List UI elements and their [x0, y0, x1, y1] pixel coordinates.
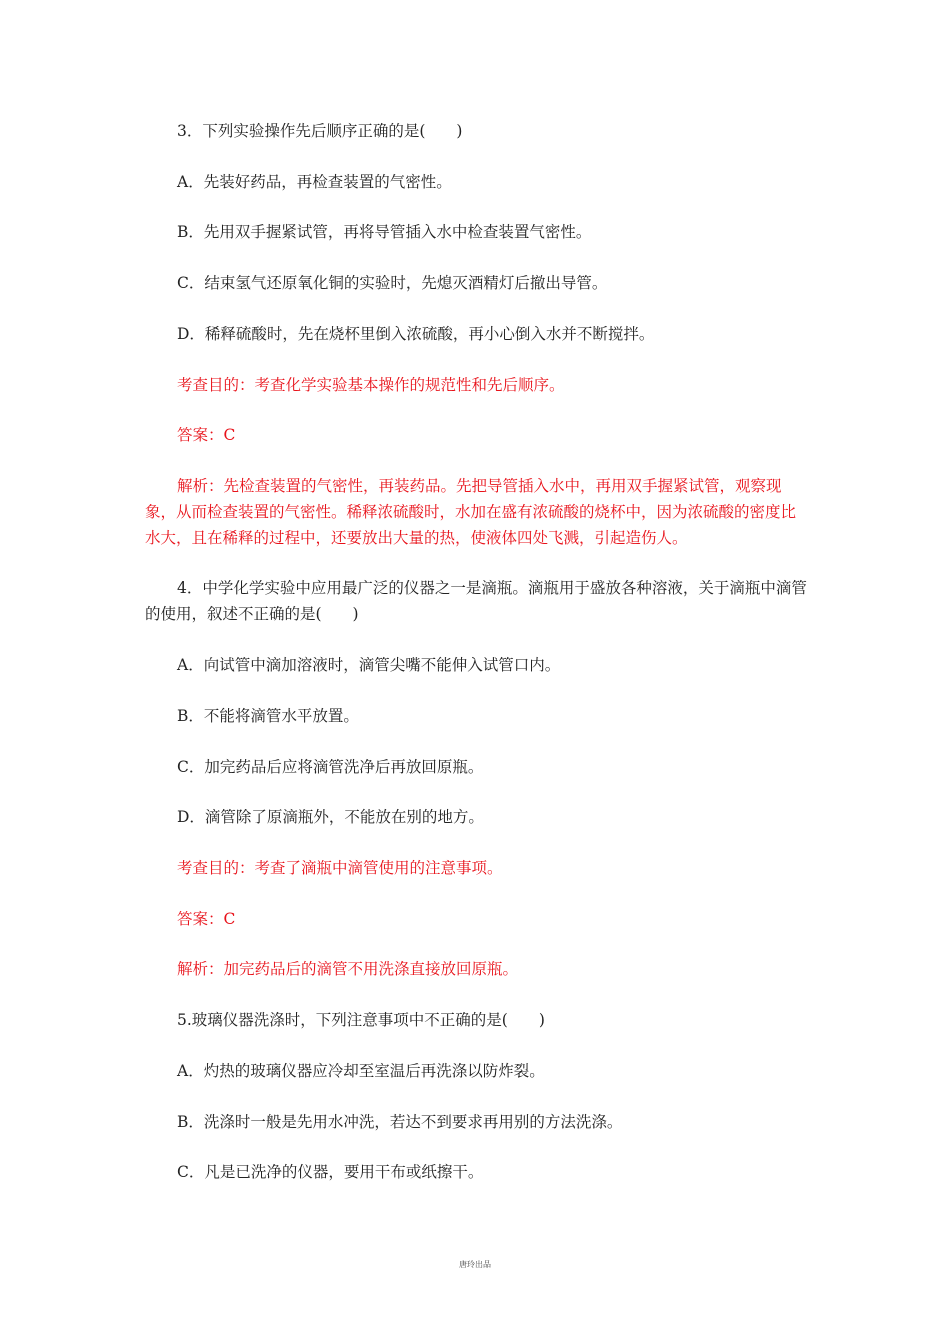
q3-option-c: C．结束氢气还原氧化铜的实验时，先熄灭酒精灯后撤出导管。	[177, 274, 608, 292]
q5-option-c: C．凡是已洗净的仪器，要用干布或纸擦干。	[177, 1163, 484, 1181]
q4-stem: 4．中学化学实验中应用最广泛的仪器之一是滴瓶。滴瓶用于盛放各种溶液，关于滴瓶中滴管的使用，叙述不正确的是( )	[145, 579, 807, 623]
q3-answer: 答案：C	[177, 426, 236, 444]
q3-option-a: A．先装好药品，再检查装置的气密性。	[177, 173, 452, 191]
q3-option-b: B．先用双手握紧试管，再将导管插入水中检查装置气密性。	[177, 223, 592, 241]
q4-purpose: 考查目的：考查了滴瓶中滴管使用的注意事项。	[177, 859, 503, 877]
page-footer: 唐玲出品	[459, 1260, 491, 1269]
q5-option-b: B．洗涤时一般是先用水冲洗，若达不到要求再用别的方法洗涤。	[177, 1113, 623, 1131]
q4-option-c: C．加完药品后应将滴管洗净后再放回原瓶。	[177, 758, 484, 776]
q4-answer: 答案：C	[177, 910, 236, 928]
q4-option-b: B．不能将滴管水平放置。	[177, 707, 359, 725]
q4-option-a: A．向试管中滴加溶液时，滴管尖嘴不能伸入试管口内。	[177, 656, 561, 674]
q4-option-d: D．滴管除了原滴瓶外，不能放在别的地方。	[177, 808, 484, 826]
q3-analysis: 解析：先检查装置的气密性，再装药品。先把导管插入水中，再用双手握紧试管，观察现象，从而检查装置的气密性。稀释浓硫酸时，水加在盛有浓硫酸的烧杯中，因为浓硫酸的密度比水大，且在稀释的过程中，还要放出大量的热，使液体四处飞溅，引起造伤人。	[145, 477, 797, 547]
q3-option-d: D．稀释硫酸时，先在烧杯里倒入浓硫酸，再小心倒入水并不断搅拌。	[177, 325, 655, 343]
q5-option-a: A．灼热的玻璃仪器应冷却至室温后再洗涤以防炸裂。	[177, 1062, 545, 1080]
q5-stem: 5.玻璃仪器洗涤时，下列注意事项中不正确的是( )	[177, 1011, 545, 1029]
q3-stem: 3．下列实验操作先后顺序正确的是( )	[177, 122, 463, 140]
q4-analysis: 解析：加完药品后的滴管不用洗涤直接放回原瓶。	[177, 960, 519, 978]
q3-purpose: 考查目的：考查化学实验基本操作的规范性和先后顺序。	[177, 376, 565, 394]
